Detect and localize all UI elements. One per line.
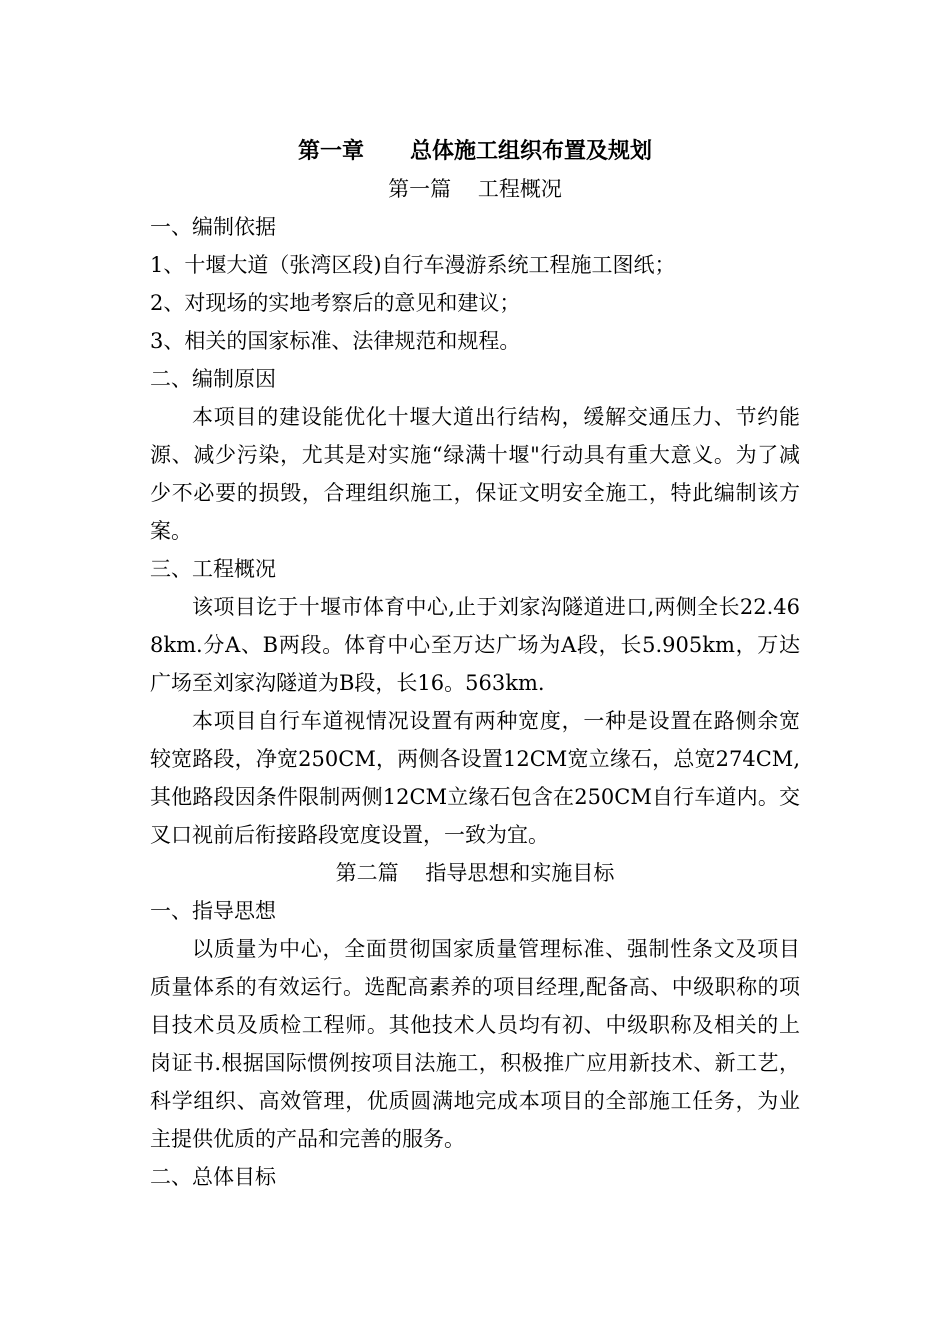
part1-section1-heading: 一、编制依据 (150, 215, 276, 239)
overview-paragraph-2: 本项目自行车道视情况设置有两种宽度，一种是设置在路侧余宽较宽路段，净宽250CM，两侧各设置12CM宽立缘石，总宽274CM,其他路段因条件限制两侧12CM立缘石包含在250CM自行车道内。交叉口视前后衔接路段宽度设置，一致为宜。 (150, 709, 800, 847)
overview-paragraph-1: 该项目讫于十堰市体育中心,止于刘家沟隧道进口,两侧全长22.468km.分A、B两段。体育中心至万达广场为A段，长5.905km，万达广场至刘家沟隧道为B段，长16。563km. (150, 595, 800, 695)
basis-item-3: 3、相关的国家标准、法律规范和规程。 (150, 329, 521, 353)
part1-section2-heading: 二、编制原因 (150, 367, 276, 391)
part1-title: 第一篇 工程概况 (388, 177, 562, 201)
basis-item-2: 2、对现场的实地考察后的意见和建议； (150, 291, 521, 315)
document-content (150, 132, 800, 1196)
reason-paragraph: 本项目的建设能优化十堰大道出行结构，缓解交通压力、节约能源、减少污染，尤其是对实施“绿满十堰"行动具有重大意义。为了减少不必要的损毁，合理组织施工，保证文明安全施工，特此编制该方案。 (150, 405, 800, 543)
basis-item-1: 1、十堰大道（张湾区段)自行车漫游系统工程施工图纸； (150, 253, 676, 277)
part2-section1-heading: 一、指导思想 (150, 899, 276, 923)
part2-title: 第二篇 指导思想和实施目标 (335, 861, 615, 885)
part2-section2-heading: 二、总体目标 (150, 1165, 276, 1189)
part1-section3-heading: 三、工程概况 (150, 557, 276, 581)
guiding-paragraph: 以质量为中心，全面贯彻国家质量管理标准、强制性条文及项目质量体系的有效运行。选配高素养的项目经理,配备高、中级职称的项目技术员及质检工程师。其他技术人员均有初、中级职称及相关的上岗证书.根据国际惯例按项目法施工，积极推广应用新技术、新工艺，科学组织、高效管理，优质圆满地完成本项目的全部施工任务，为业主提供优质的产品和完善的服务。 (150, 937, 800, 1151)
chapter-title: 第一章 总体施工组织布置及规划 (298, 138, 652, 164)
